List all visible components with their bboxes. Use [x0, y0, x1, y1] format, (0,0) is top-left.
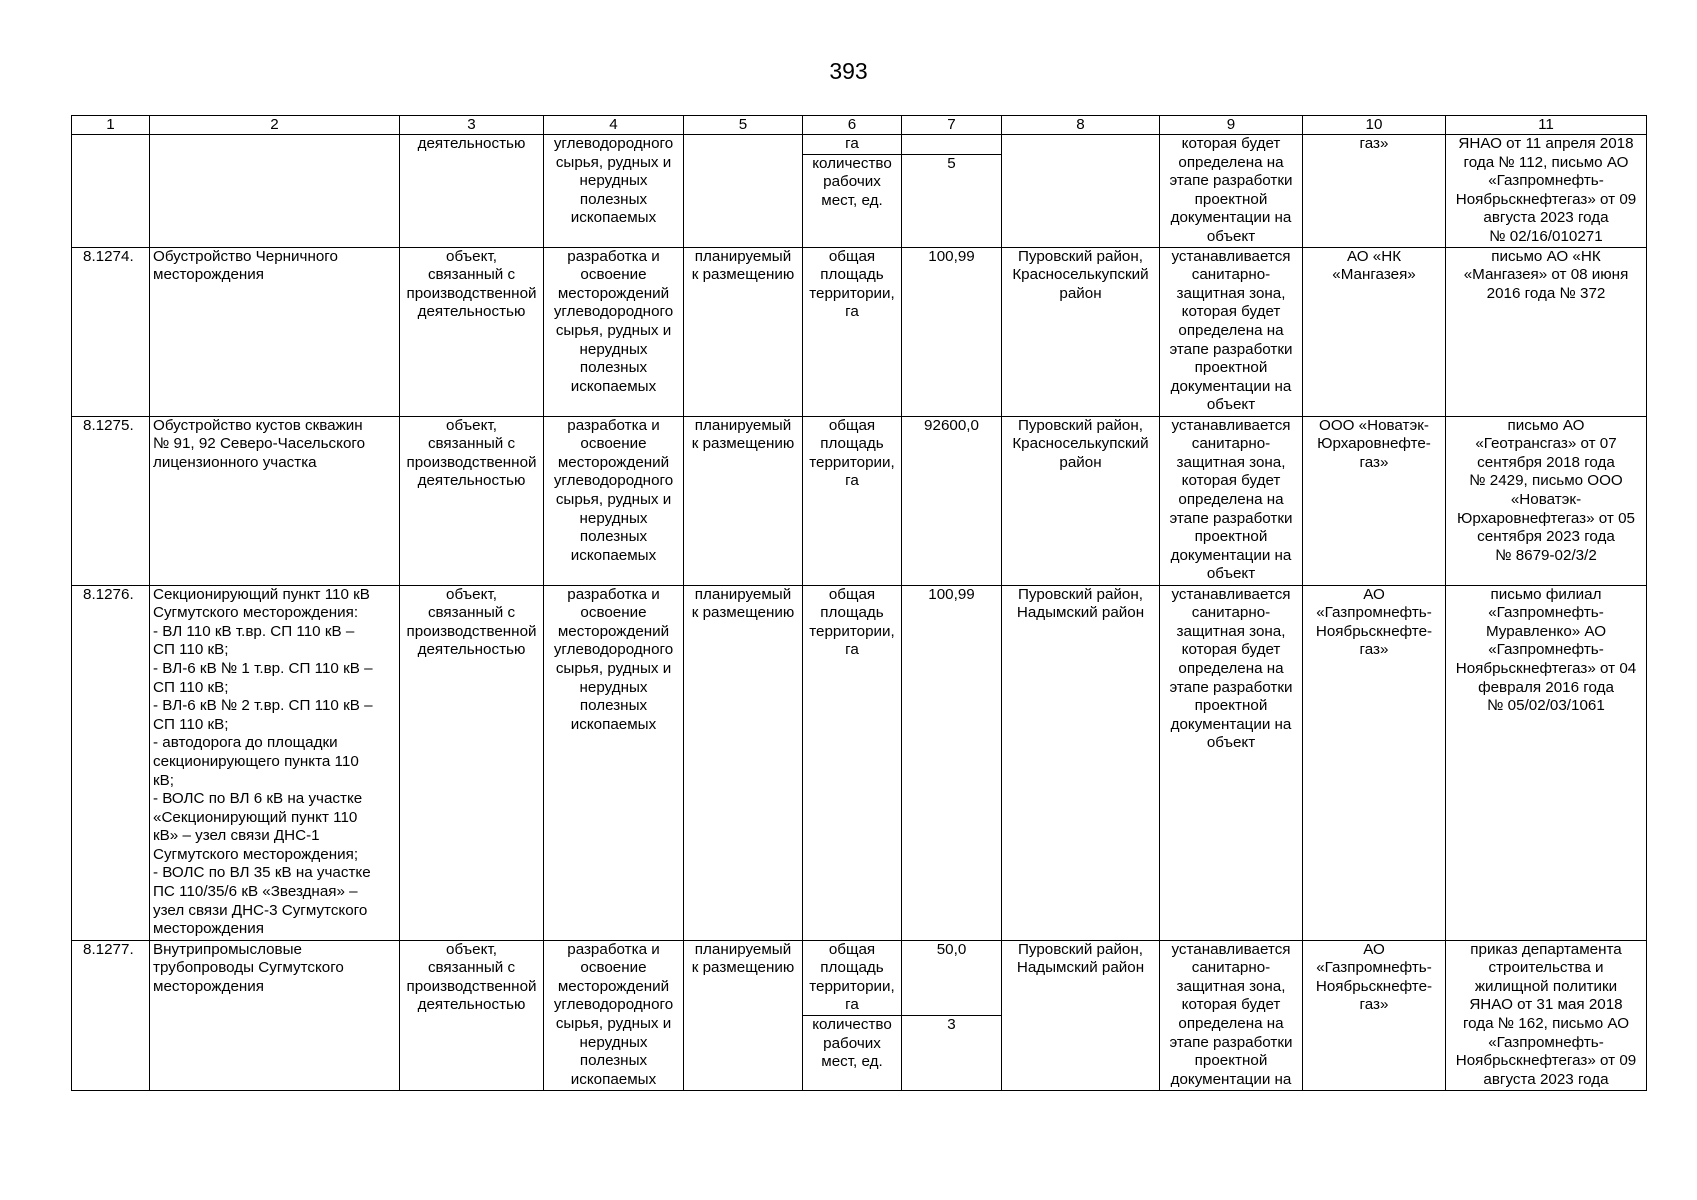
characteristic-name: общая площадь территории, га — [803, 247, 902, 416]
location: Пуровский район, Надымский район — [1002, 940, 1160, 1090]
zone-description: устанавливается санитарно- защитная зона, которая будет определена на этапе разработки проектной документации на объект — [1160, 585, 1303, 940]
column-number: 8 — [1002, 116, 1160, 135]
object-status — [684, 135, 803, 248]
location: Пуровский район, Красноселькупский район — [1002, 416, 1160, 585]
source-document: приказ департамента строительства и жилищной политики ЯНАО от 31 мая 2018 года № 162, письмо АО «Газпромнефть- Ноябрьскнефтегаз» от 09 августа 2023 года — [1446, 940, 1647, 1090]
column-number: 9 — [1160, 116, 1303, 135]
column-number: 2 — [150, 116, 400, 135]
zone-description: устанавливается санитарно- защитная зона, которая будет определена на этапе разработки проектной документации на — [1160, 940, 1303, 1090]
column-number: 6 — [803, 116, 902, 135]
source-document: письмо филиал «Газпромнефть- Муравленко» АО «Газпромнефть- Ноябрьскнефтегаз» от 04 февраля 2016 года № 05/02/03/1061 — [1446, 585, 1647, 940]
object-name — [150, 135, 400, 248]
row-number — [72, 135, 150, 248]
characteristic-name: общая площадь территории, га — [803, 585, 902, 940]
column-number: 3 — [400, 116, 544, 135]
table-row — [72, 585, 1647, 940]
object-status: планируемый к размещению — [684, 247, 803, 416]
characteristic-value: 3 — [902, 1015, 1002, 1090]
table-row — [72, 416, 1647, 585]
characteristic-name: общая площадь территории, га — [803, 940, 902, 1015]
characteristic-name: количество рабочих мест, ед. — [803, 154, 902, 247]
characteristic-name: количество рабочих мест, ед. — [803, 1015, 902, 1090]
column-number: 10 — [1303, 116, 1446, 135]
object-type: объект, связанный с производственной деятельностью — [400, 416, 544, 585]
object-type: объект, связанный с производственной деятельностью — [400, 585, 544, 940]
object-name: Обустройство Черничного месторождения — [150, 247, 400, 416]
object-type: деятельностью — [400, 135, 544, 248]
characteristic-value: 100,99 — [902, 585, 1002, 940]
characteristic-name: общая площадь территории, га — [803, 416, 902, 585]
characteristic-value — [902, 135, 1002, 155]
page-number: 393 — [829, 58, 868, 84]
characteristic-value: 5 — [902, 154, 1002, 247]
organization: АО «Газпромнефть- Ноябрьскнефте- газ» — [1303, 940, 1446, 1090]
source-document: письмо АО «НК «Мангазея» от 08 июня 2016 года № 372 — [1446, 247, 1647, 416]
object-status: планируемый к размещению — [684, 585, 803, 940]
location: Пуровский район, Красноселькупский район — [1002, 247, 1160, 416]
object-type: объект, связанный с производственной деятельностью — [400, 247, 544, 416]
table-row — [72, 135, 1647, 155]
object-status: планируемый к размещению — [684, 416, 803, 585]
column-number: 1 — [72, 116, 150, 135]
location — [1002, 135, 1160, 248]
object-name: Секционирующий пункт 110 кВ Сугмутского месторождения: - ВЛ 110 кВ т.вр. СП 110 кВ – СП 110 кВ; - ВЛ-6 кВ № 1 т.вр. СП 110 кВ – СП 110 кВ; - ВЛ-6 кВ № 2 т.вр. СП 110 кВ – СП 110 кВ; - автодорога до площадки секционирующего пункта 110 кВ; - ВОЛС по ВЛ 6 кВ на участке «Секционирующий пункт 110 кВ» – узел связи ДНС-1 Сугмутского месторождения; - ВОЛС по ВЛ 35 кВ на участке ПС 110/35/6 кВ «Звездная» – узел связи ДНС-3 Сугмутского месторождения — [150, 585, 400, 940]
row-number: 8.1276. — [72, 585, 150, 940]
object-purpose: разработка и освоение месторождений углеводородного сырья, рудных и нерудных полезных ископаемых — [544, 416, 684, 585]
characteristic-value: 100,99 — [902, 247, 1002, 416]
table-row — [72, 247, 1647, 416]
location: Пуровский район, Надымский район — [1002, 585, 1160, 940]
organization: АО «Газпромнефть- Ноябрьскнефте- газ» — [1303, 585, 1446, 940]
row-number: 8.1274. — [72, 247, 150, 416]
objects-table — [71, 115, 1647, 1091]
row-number: 8.1277. — [72, 940, 150, 1090]
characteristic-value: 92600,0 — [902, 416, 1002, 585]
column-number-row — [72, 116, 1647, 135]
column-number: 5 — [684, 116, 803, 135]
organization: ООО «Новатэк- Юрхаровнефте- газ» — [1303, 416, 1446, 585]
organization: газ» — [1303, 135, 1446, 248]
object-name: Обустройство кустов скважин № 91, 92 Северо-Часельского лицензионного участка — [150, 416, 400, 585]
object-type: объект, связанный с производственной деятельностью — [400, 940, 544, 1090]
table-row — [72, 940, 1647, 1015]
column-number: 4 — [544, 116, 684, 135]
object-purpose: углеводородного сырья, рудных и нерудных полезных ископаемых — [544, 135, 684, 248]
object-purpose: разработка и освоение месторождений углеводородного сырья, рудных и нерудных полезных ископаемых — [544, 585, 684, 940]
characteristic-value: 50,0 — [902, 940, 1002, 1015]
object-purpose: разработка и освоение месторождений углеводородного сырья, рудных и нерудных полезных ископаемых — [544, 247, 684, 416]
characteristic-name: га — [803, 135, 902, 155]
zone-description: устанавливается санитарно- защитная зона, которая будет определена на этапе разработки проектной документации на объект — [1160, 416, 1303, 585]
object-status: планируемый к размещению — [684, 940, 803, 1090]
object-name: Внутрипромысловые трубопроводы Сугмутского месторождения — [150, 940, 400, 1090]
zone-description: которая будет определена на этапе разработки проектной документации на объект — [1160, 135, 1303, 248]
row-number: 8.1275. — [72, 416, 150, 585]
object-purpose: разработка и освоение месторождений углеводородного сырья, рудных и нерудных полезных ископаемых — [544, 940, 684, 1090]
column-number: 7 — [902, 116, 1002, 135]
column-number: 11 — [1446, 116, 1647, 135]
source-document: письмо АО «Геотрансгаз» от 07 сентября 2018 года № 2429, письмо ООО «Новатэк- Юрхаровнефтегаз» от 05 сентября 2023 года № 8679-02/3/2 — [1446, 416, 1647, 585]
source-document: ЯНАО от 11 апреля 2018 года № 112, письмо АО «Газпромнефть- Ноябрьскнефтегаз» от 09 августа 2023 года № 02/16/010271 — [1446, 135, 1647, 248]
zone-description: устанавливается санитарно- защитная зона, которая будет определена на этапе разработки проектной документации на объект — [1160, 247, 1303, 416]
organization: АО «НК «Мангазея» — [1303, 247, 1446, 416]
